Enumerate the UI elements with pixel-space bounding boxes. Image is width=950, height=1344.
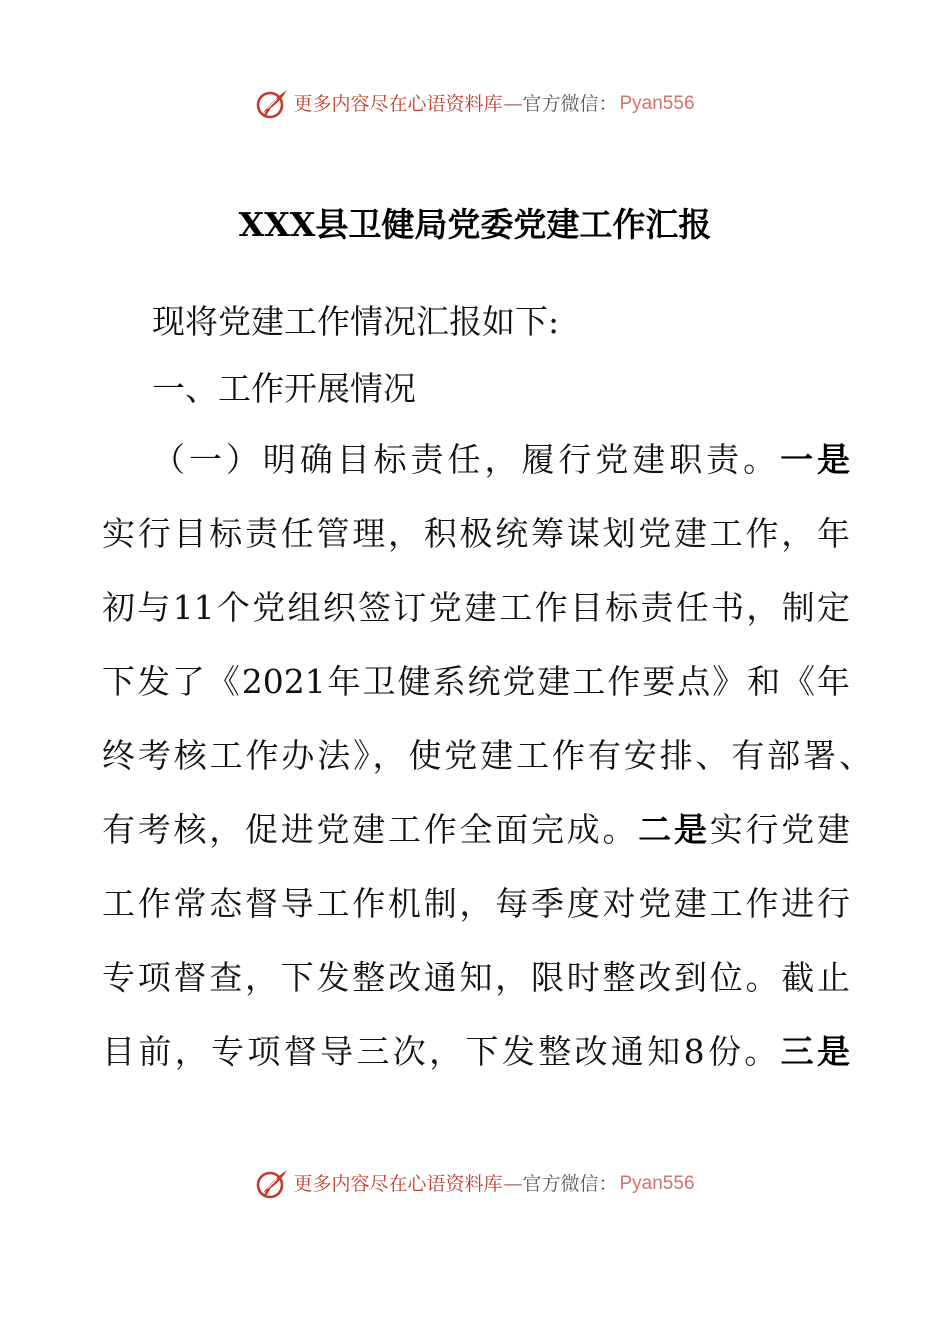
section-heading: 一、工作开展情况 (152, 369, 416, 408)
official-wechat-label: 官方微信： (522, 1173, 618, 1195)
emphasis-second: 二是 (638, 810, 710, 849)
official-wechat-label: 官方微信： (522, 93, 618, 115)
body-line: 初与11个党组织签订党建工作目标责任书，制定 (102, 588, 850, 627)
wechat-id: Pyan556 (619, 93, 695, 114)
intro-paragraph: 现将党建工作情况汇报如下: (152, 302, 560, 341)
emphasis-third: 三是 (780, 1032, 851, 1071)
body-line: 目前，专项督导三次，下发整改通知8份。三是 (102, 1032, 851, 1071)
footer-watermark (0, 1164, 950, 1204)
body-line: 实行目标责任管理，积极统筹谋划党建工作，年 (102, 514, 850, 553)
body-line: 终考核工作办法》，使党建工作有安排、有部署、 (102, 736, 872, 775)
wechat-id: Pyan556 (619, 1173, 695, 1194)
body-line: 工作常态督导工作机制，每季度对党建工作进行 (102, 884, 850, 923)
promo-text: 更多内容尽在心语资料库 (293, 1173, 503, 1195)
feather-pen-logo-icon (255, 1167, 289, 1201)
separator-dash: — (503, 1173, 522, 1195)
promo-text: 更多内容尽在心语资料库 (293, 93, 503, 115)
header-watermark (0, 84, 950, 124)
feather-pen-logo-icon (255, 87, 289, 121)
separator-dash: — (503, 93, 522, 115)
body-line: 下发了《2021年卫健系统党建工作要点》和《年 (102, 662, 850, 701)
body-line: 专项督查，下发整改通知，限时整改到位。截止 (102, 958, 850, 997)
emphasis-first: 一是 (780, 440, 851, 479)
body-line: （一）明确目标责任，履行党建职责。一是 (152, 440, 851, 479)
document-title: XXX县卫健局党委党建工作汇报 (238, 205, 712, 244)
body-line: 有考核，促进党建工作全面完成。二是实行党建 (102, 810, 850, 849)
